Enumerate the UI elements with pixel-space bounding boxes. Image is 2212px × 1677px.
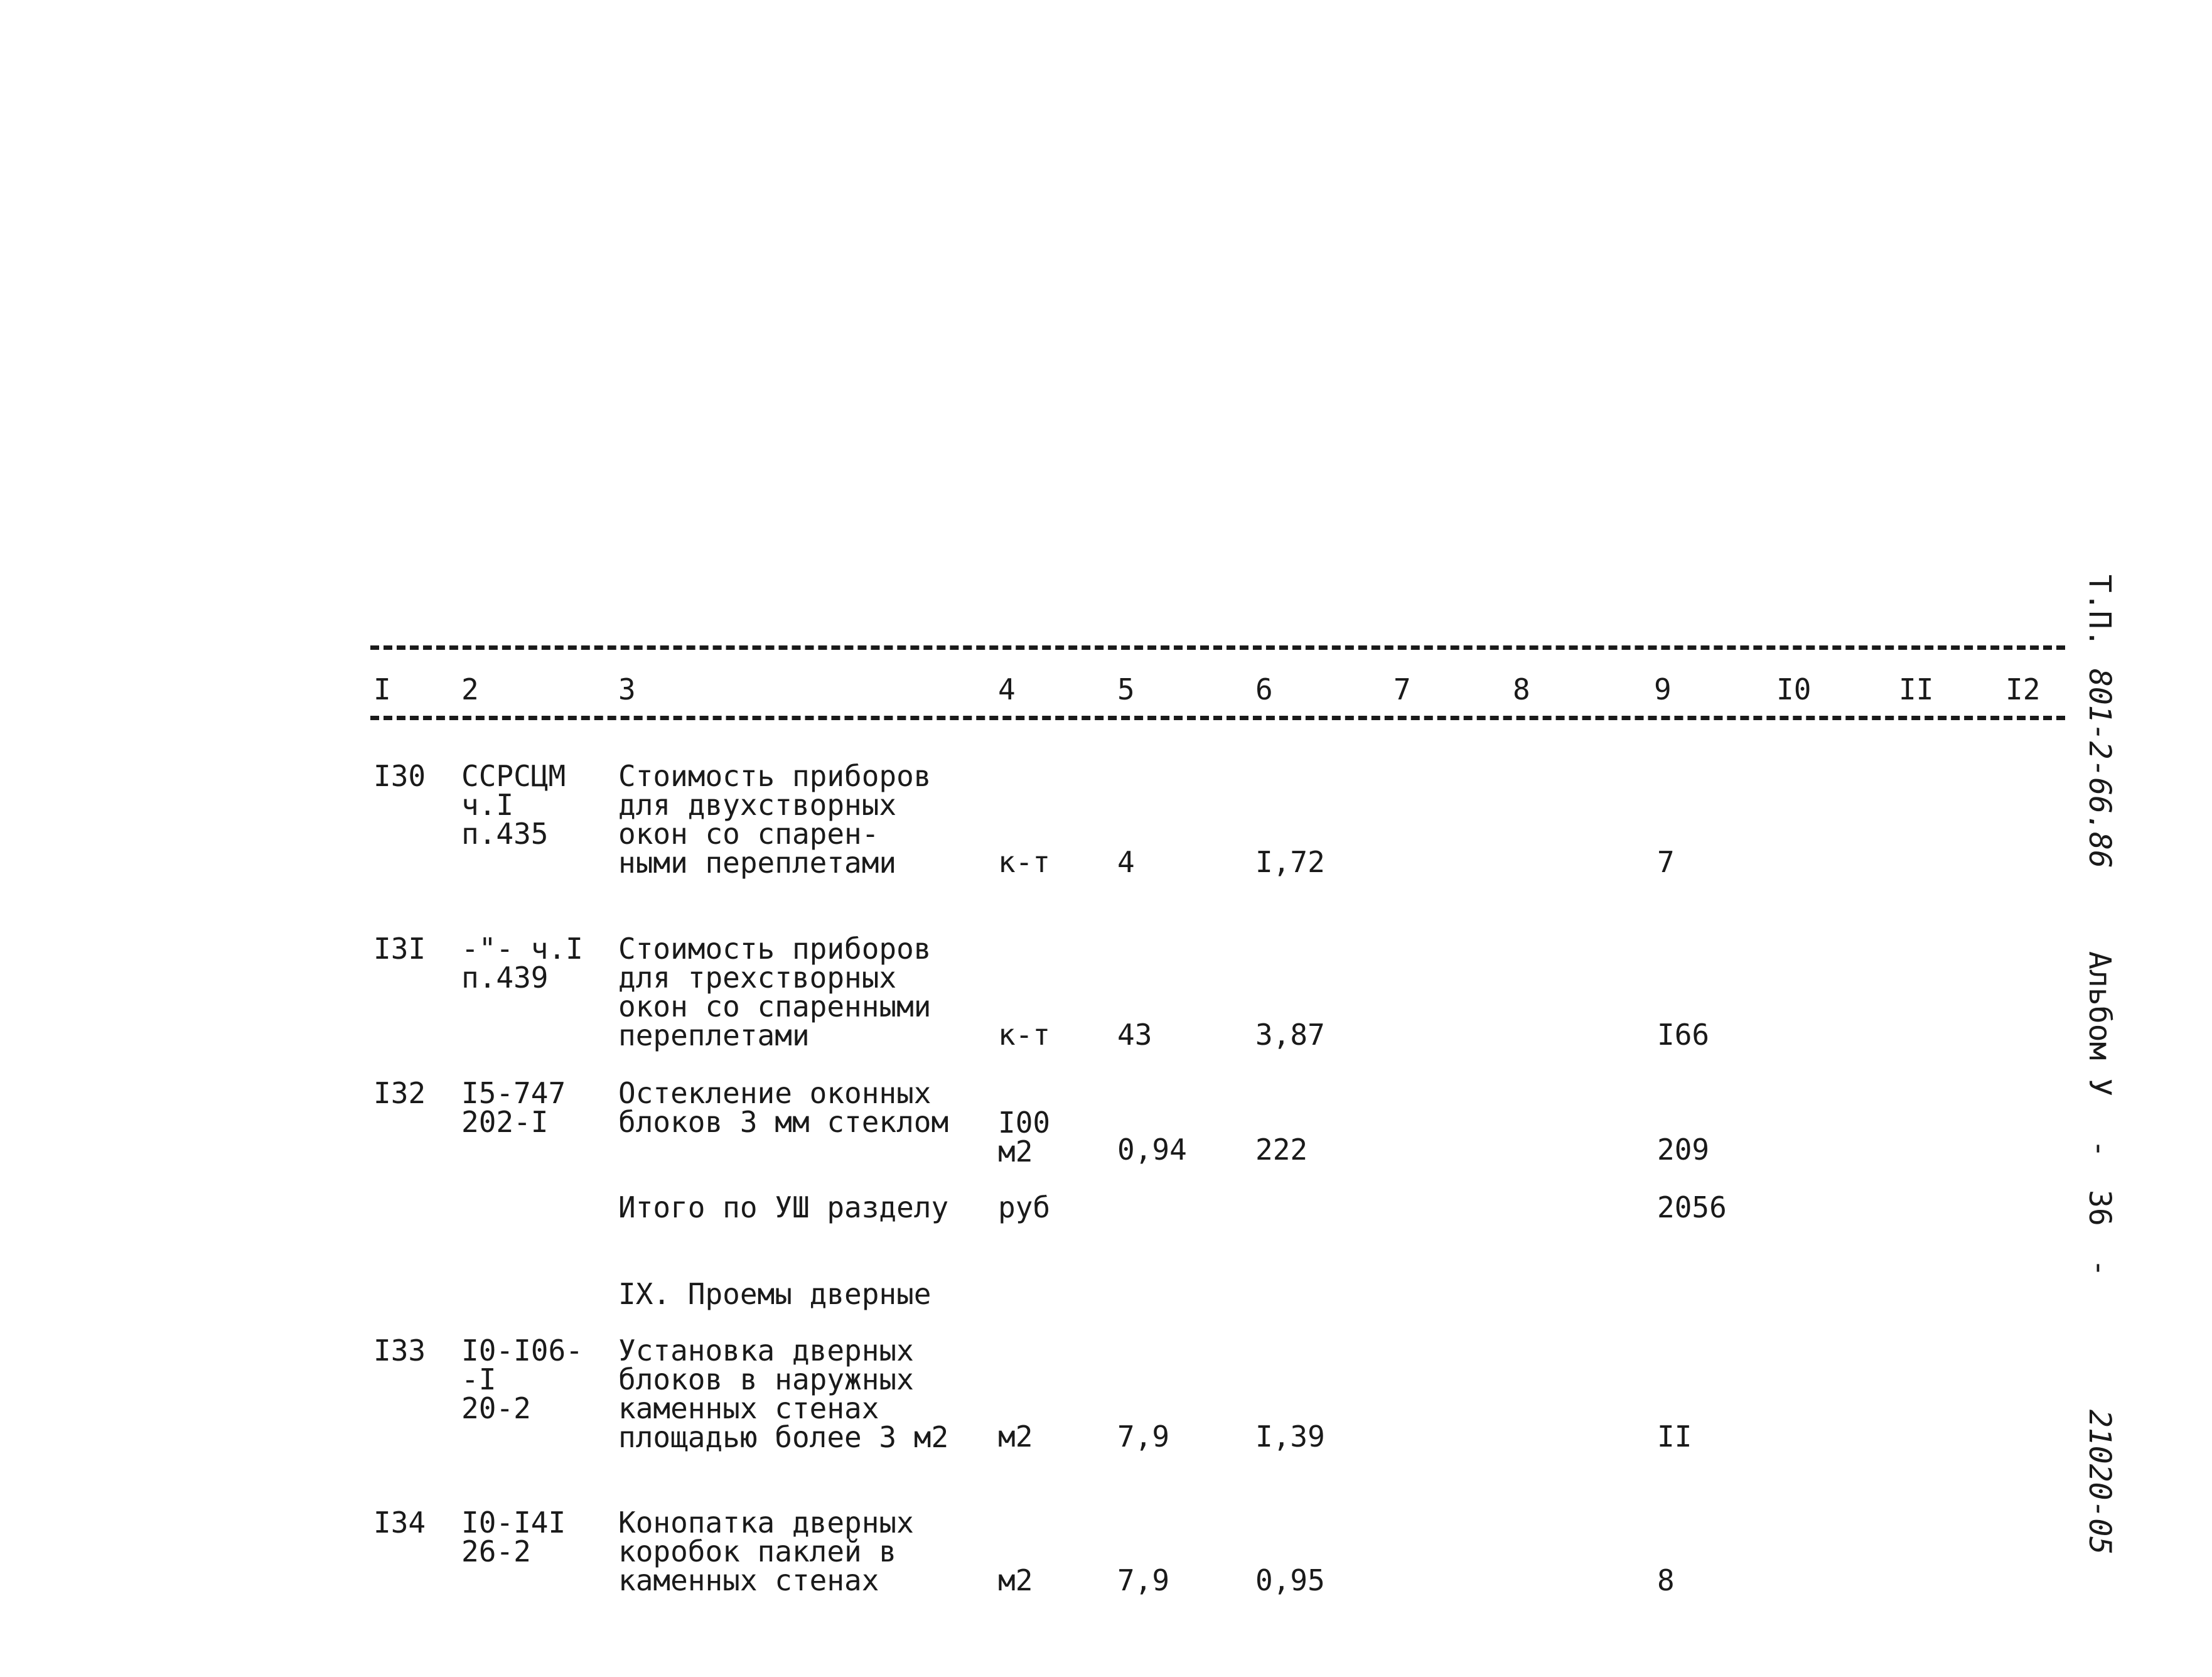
- stamp-album: Альбом У: [2082, 951, 2117, 1097]
- row-description: Остекление оконных блоков 3 мм стеклом: [618, 1076, 949, 1139]
- row-description: Установка дверных блоков в наружных каменных стенах площадью более 3 м2: [618, 1334, 949, 1454]
- row-reference: I0-I06- -I 20-2: [461, 1334, 583, 1425]
- row-total: II: [1657, 1420, 1692, 1453]
- col-header-8: 8: [1513, 672, 1530, 706]
- col-header-10: I0: [1776, 672, 1812, 706]
- row-reference: ССРСЦМ ч.I п.435: [461, 759, 566, 851]
- row-number: I33: [373, 1334, 426, 1367]
- row-reference: I0-I4I 26-2: [461, 1506, 566, 1568]
- stamp-page-number: 36: [2082, 1190, 2117, 1226]
- col-header-3: 3: [618, 672, 636, 706]
- stamp-label: Т.П.: [2082, 574, 2117, 647]
- row-reference: I5-747 202-I: [461, 1076, 566, 1139]
- row-unit-price: 3,87: [1255, 1018, 1325, 1052]
- col-header-1: I: [373, 672, 391, 706]
- row-reference: -"- ч.I п.439: [461, 932, 583, 995]
- row-unit: м2: [998, 1420, 1033, 1453]
- stamp-dash-2: -: [2082, 1259, 2117, 1277]
- row-number: I30: [373, 759, 426, 793]
- col-header-5: 5: [1117, 672, 1135, 706]
- row-description: Стоимость приборов для двухстворных окон со спарен- ными переплетами: [618, 759, 932, 880]
- col-header-7: 7: [1393, 672, 1411, 706]
- row-unit: I00 м2: [998, 1106, 1051, 1168]
- subtotal-total: 2056: [1657, 1190, 1727, 1224]
- col-header-4: 4: [998, 672, 1016, 706]
- subtotal-label: Итого по УШ разделу: [618, 1190, 949, 1224]
- row-number: I3I: [373, 932, 426, 966]
- section-heading: IX. Проемы дверные: [618, 1277, 932, 1311]
- row-description: Конопатка дверных коробок паклей в каменных стенах: [618, 1506, 914, 1597]
- row-number: I32: [373, 1076, 426, 1110]
- col-header-9: 9: [1654, 672, 1672, 706]
- subtotal-unit: руб: [998, 1190, 1051, 1224]
- header-rule-bottom: [370, 716, 2065, 720]
- col-header-12: I2: [2005, 672, 2041, 706]
- row-total: I66: [1657, 1018, 1710, 1052]
- row-unit-price: 222: [1255, 1133, 1308, 1167]
- row-total: 209: [1657, 1133, 1710, 1167]
- row-quantity: 7,9: [1117, 1420, 1170, 1453]
- row-unit: к-т: [998, 845, 1051, 879]
- row-unit-price: I,72: [1255, 845, 1325, 879]
- row-description: Стоимость приборов для трехстворных окон со спаренными переплетами: [618, 932, 932, 1052]
- row-unit-price: 0,95: [1255, 1563, 1325, 1597]
- row-quantity: 7,9: [1117, 1563, 1170, 1597]
- row-quantity: 0,94: [1117, 1133, 1187, 1167]
- row-total: 7: [1657, 845, 1675, 879]
- col-header-11: II: [1899, 672, 1934, 706]
- stamp-code: 801-2-66.86: [2082, 669, 2117, 868]
- row-unit: м2: [998, 1563, 1033, 1597]
- row-number: I34: [373, 1506, 426, 1539]
- stamp-dash-1: -: [2082, 1140, 2117, 1158]
- row-quantity: 4: [1117, 845, 1135, 879]
- row-unit-price: I,39: [1255, 1420, 1325, 1453]
- stamp-sheet: 21020-05: [2082, 1410, 2117, 1555]
- col-header-6: 6: [1255, 672, 1273, 706]
- row-unit: к-т: [998, 1018, 1051, 1052]
- col-header-2: 2: [461, 672, 479, 706]
- row-total: 8: [1657, 1563, 1675, 1597]
- row-quantity: 43: [1117, 1018, 1152, 1052]
- header-rule-top: [370, 645, 2065, 650]
